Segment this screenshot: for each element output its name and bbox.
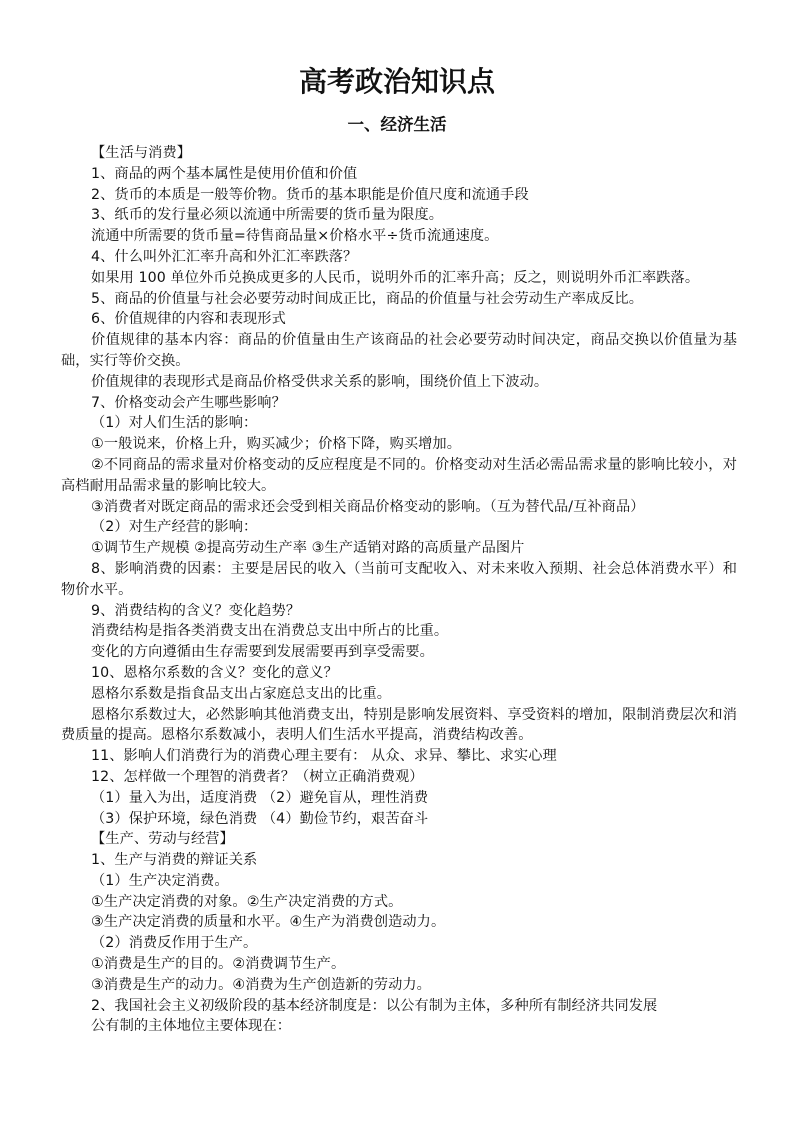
paragraph: （1）量入为出，适度消费 （2）避免盲从，理性消费 [91,789,429,806]
paragraph: 价值规律的表现形式是商品价格受供求关系的影响，围绕价值上下波动。 [91,373,549,390]
paragraph: ③消费是生产的动力。④消费为生产创造新的劳动力。 [91,976,431,993]
paragraph: ①消费是生产的目的。②消费调节生产。 [91,956,346,973]
paragraph: ②不同商品的需求量对价格变动的反应程度是不同的。价格变动对生活必需品需求量的影响比较小，对高档耐用品需求量的影响比较大。 [61,456,737,494]
document-body [61,143,737,1037]
paragraph: 10、恩格尔系数的含义？变化的意义？ [91,664,338,681]
paragraph: 1、商品的两个基本属性是使用价值和价值 [91,165,358,182]
paragraph: 5、商品的价值量与社会必要劳动时间成正比，商品的价值量与社会劳动生产率成反比。 [91,290,644,307]
paragraph: 3、纸币的发行量必须以流通中所需要的货币量为限度。 [91,207,444,224]
paragraph: ①调节生产规模 ②提高劳动生产率 ③生产适销对路的高质量产品图片 [91,540,525,557]
paragraph: 6、价值规律的内容和表现形式 [91,311,286,328]
paragraph: 价值规律的基本内容：商品的价值量由生产该商品的社会必要劳动时间决定，商品交换以价值量为基础，实行等价交换。 [61,332,737,369]
section-title: 一、经济生活 [347,115,447,134]
paragraph: （2）消费反作用于生产。 [91,935,258,952]
paragraph: 9、消费结构的含义？变化趋势？ [91,602,301,619]
paragraph: 流通中所需要的货币量=待售商品量×价格水平÷货币流通速度。 [91,228,499,245]
paragraph: 2、我国社会主义初级阶段的基本经济制度是：以公有制为主体，多种所有制经济共同发展 [91,997,658,1014]
page-title: 高考政治知识点 [298,65,495,98]
paragraph: 如果用 100 单位外币兑换成更多的人民币，说明外币的汇率升高；反之，则说明外币汇率跌落。 [91,269,700,286]
paragraph: ③消费者对既定商品的需求还会受到相关商品价格变动的影响。（互为替代品/互补商品） [91,498,645,515]
paragraph: 恩格尔系数是指食品支出占家庭总支出的比重。 [91,685,392,702]
paragraph: 变化的方向遵循由生存需要到发展需要再到享受需要。 [91,644,434,661]
paragraph: 消费结构是指各类消费支出在消费总支出中所占的比重。 [91,623,449,640]
paragraph: 1、生产与消费的辩证关系 [91,852,258,869]
paragraph: 12、怎样做一个理智的消费者？（树立正确消费观） [91,768,424,785]
paragraph: （1）生产决定消费。 [91,872,229,889]
section-heading-consumption: 【生活与消费】 [91,145,192,161]
paragraph: ①生产决定消费的对象。②生产决定消费的方式。 [91,893,403,910]
paragraph: （2）对生产经营的影响： [91,519,258,536]
paragraph: （1）对人们生活的影响： [91,415,258,432]
paragraph: ①一般说来，价格上升，购买减少；价格下降，购买增加。 [91,436,462,453]
paragraph: 11、影响人们消费行为的消费心理主要有： 从众、求异、攀比、求实心理 [91,748,557,765]
paragraph: 7、价格变动会产生哪些影响？ [91,394,286,411]
paragraph: （3）保护环境，绿色消费 （4）勤俭节约，艰苦奋斗 [91,810,429,827]
paragraph: 恩格尔系数过大，必然影响其他消费支出，特别是影响发展资料、享受资料的增加，限制消费层次和消费质量的提高。恩格尔系数减小，表明人们生活水平提高，消费结构改善。 [61,706,737,744]
paragraph: 公有制的主体地位主要体现在： [91,1018,292,1035]
paragraph: 2、货币的本质是一般等价物。货币的基本职能是价值尺度和流通手段 [91,186,529,203]
paragraph: 4、什么叫外汇汇率升高和外汇汇率跌落？ [91,248,358,265]
paragraph: ③生产决定消费的质量和水平。④生产为消费创造动力。 [91,914,446,931]
section-heading-production: 【生产、劳动与经营】 [91,831,234,848]
paragraph: 8、影响消费的因素：主要是居民的收入（当前可支配收入、对未来收入预期、社会总体消费水平）和物价水平。 [61,560,737,598]
